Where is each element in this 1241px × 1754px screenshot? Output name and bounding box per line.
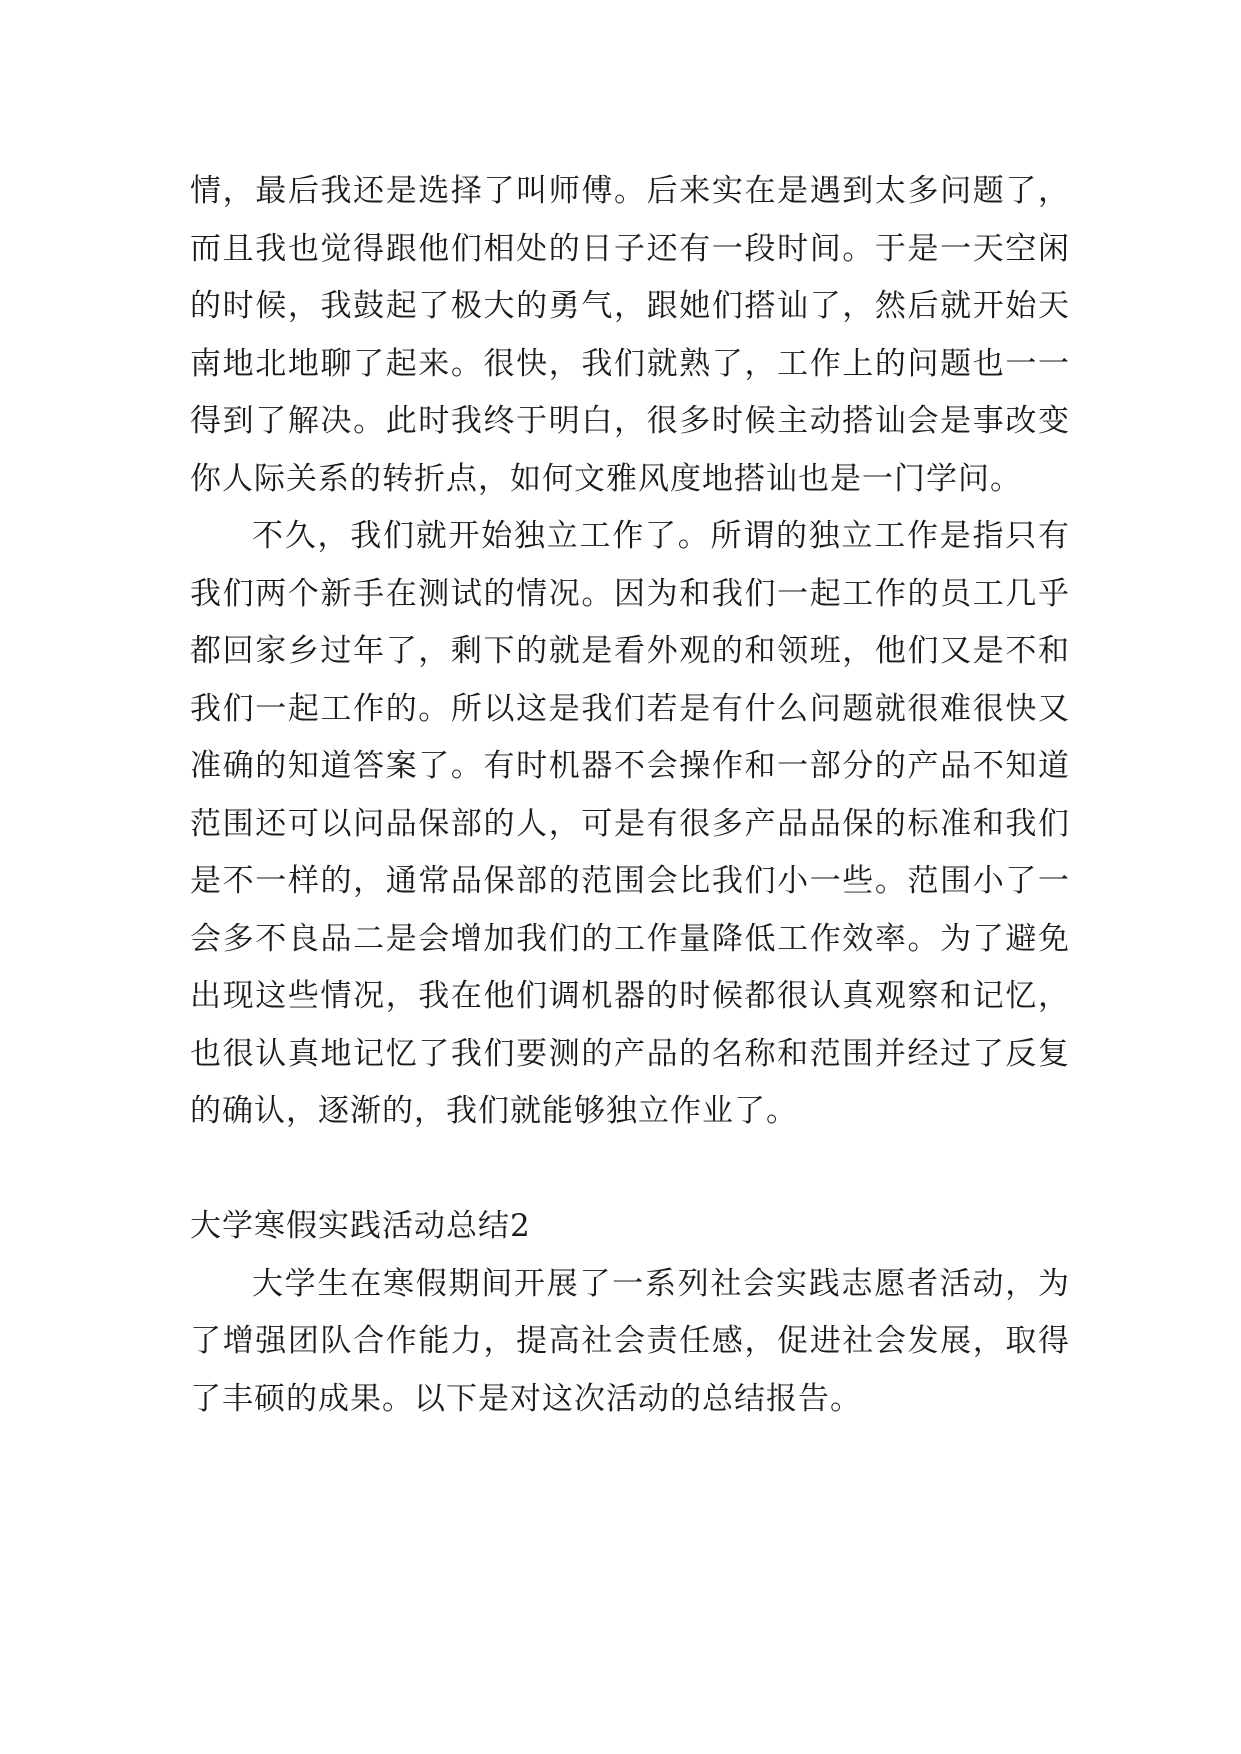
paragraph-independent-work: 不久，我们就开始独立工作了。所谓的独立工作是指只有我们两个新手在测试的情况。因为和我们一起工作的员工几乎都回家乡过年了，剩下的就是看外观的和领班，他们又是不和我们一起工作的。所以这是我们若是有什么问题就很难很快又准确的知道答案了。有时机器不会操作和一部分的产品不知道范围还可以问品保部的人，可是有很多产品品保的标准和我们是不一样的，通常品保部的范围会比我们小一些。范围小了一会多不良品二是会增加我们的工作量降低工作效率。为了避免出现这些情况，我在他们调机器的时候都很认真观察和记忆，也很认真地记忆了我们要测的产品的名称和范围并经过了反复的确认，逐渐的，我们就能够独立作业了。 bbox=[190, 518, 1070, 1129]
paragraph-spacer bbox=[190, 1141, 1070, 1199]
document-body bbox=[190, 163, 1070, 1428]
paragraph-continuation: 情，最后我还是选择了叫师傅。后来实在是遇到太多问题了，而且我也觉得跟他们相处的日子还有一段时间。于是一天空闲的时候，我鼓起了极大的勇气，跟她们搭讪了，然后就开始天南地北地聊了起来。很快，我们就熟了，工作上的问题也一一得到了解决。此时我终于明白，很多时候主动搭讪会是事改变你人际关系的转折点，如何文雅风度地搭讪也是一门学问。 bbox=[190, 173, 1070, 497]
section-heading: 大学寒假实践活动总结2 bbox=[190, 1208, 531, 1244]
paragraph-summary-intro: 大学生在寒假期间开展了一系列社会实践志愿者活动，为了增强团队合作能力，提高社会责任感，促进社会发展，取得了丰硕的成果。以下是对这次活动的总结报告。 bbox=[190, 1265, 1070, 1417]
